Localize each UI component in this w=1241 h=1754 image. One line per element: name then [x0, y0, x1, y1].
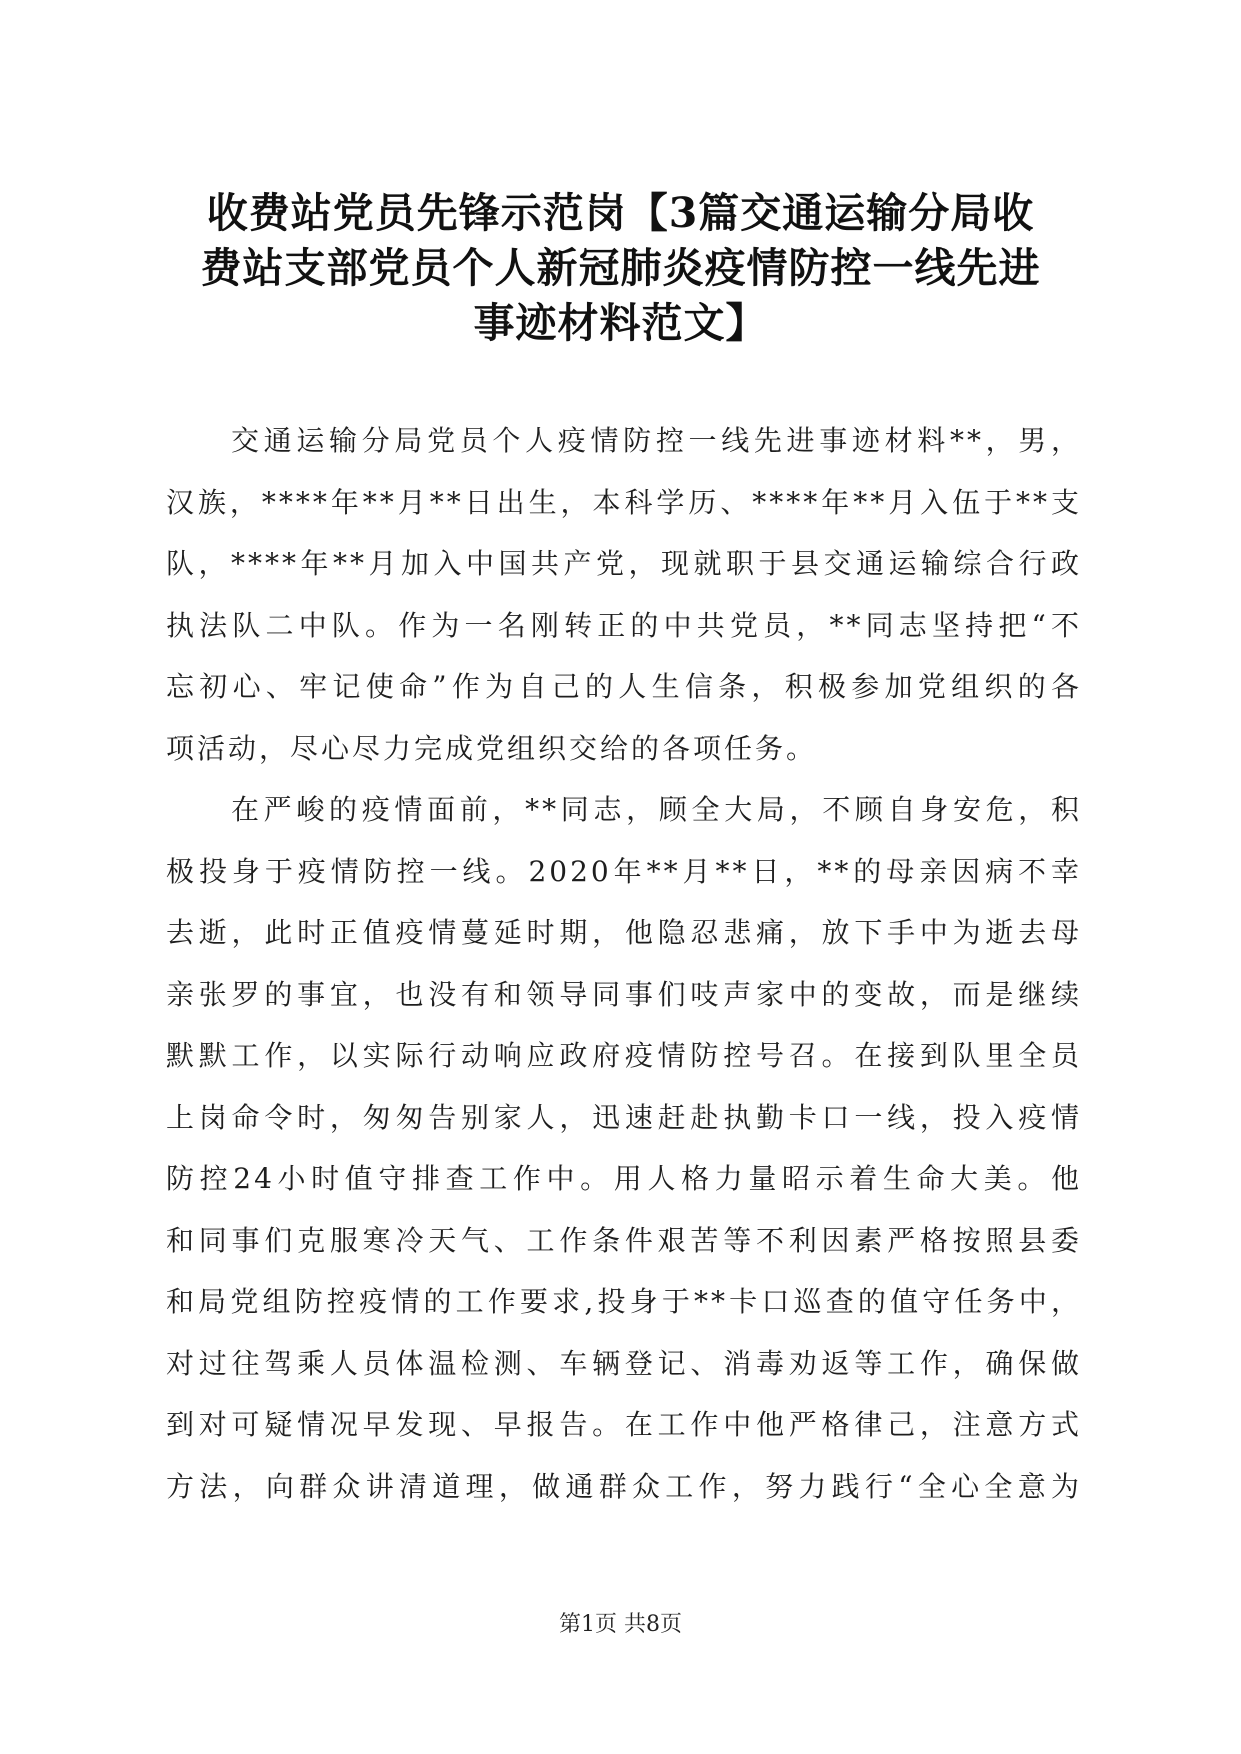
text-line: 方法，向群众讲清道理，做通群众工作，努力践行“全心全意为	[166, 1469, 1082, 1503]
text-line: 执法队二中队。作为一名刚转正的中共党员，**同志坚持把“不	[166, 608, 1082, 642]
text-line: 汉族，****年**月**日出生，本科学历、****年**月入伍于**支	[166, 485, 1082, 519]
text-line: 上岗命令时，匆匆告别家人，迅速赶赴执勤卡口一线，投入疫情	[166, 1100, 1082, 1134]
document-body	[166, 410, 1082, 1517]
text-line: 和同事们克服寒冷天气、工作条件艰苦等不利因素严格按照县委	[166, 1223, 1082, 1257]
text-line: 忘初心、牢记使命”作为自己的人生信条，积极参加党组织的各	[166, 670, 1082, 703]
text-line: 到对可疑情况早发现、早报告。在工作中他严格律己，注意方式	[166, 1408, 1082, 1441]
text-line: 和局党组防控疫情的工作要求,投身于**卡口巡查的值守任务中，	[166, 1285, 1082, 1318]
page-footer	[0, 1607, 1241, 1638]
text-line: 项活动，尽心尽力完成党组织交给的各项任务。	[166, 731, 818, 765]
text-line: 去逝，此时正值疫情蔓延时期，他隐忍悲痛，放下手中为逝去母	[166, 916, 1082, 949]
paragraph	[166, 779, 1082, 1517]
page-number: 第1页 共8页	[559, 1612, 682, 1637]
text-line: 极投身于疫情防控一线。2020年**月**日，**的母亲因病不幸	[166, 854, 1082, 888]
title-line: 收费站党员先锋示范岗【3篇交通运输分局收	[206, 189, 1035, 237]
text-line: 对过往驾乘人员体温检测、车辆登记、消毒劝返等工作，确保做	[166, 1346, 1082, 1380]
text-line: 交通运输分局党员个人疫情防控一线先进事迹材料**，男，	[231, 424, 1082, 457]
paragraph	[166, 410, 1082, 779]
title-line: 费站支部党员个人新冠肺炎疫情防控一线先进	[200, 244, 1041, 292]
text-line: 防控24小时值守排查工作中。用人格力量昭示着生命大美。他	[166, 1162, 1082, 1195]
document-title	[150, 186, 1091, 351]
text-line: 在严峻的疫情面前，**同志，顾全大局，不顾自身安危，积	[231, 793, 1082, 826]
text-line: 亲张罗的事宜，也没有和领导同事们吱声家中的变故，而是继续	[166, 977, 1082, 1011]
text-line: 默默工作，以实际行动响应政府疫情防控号召。在接到队里全员	[166, 1039, 1082, 1072]
title-line: 事迹材料范文】	[473, 299, 768, 347]
text-line: 队，****年**月加入中国共产党，现就职于县交通运输综合行政	[166, 547, 1082, 580]
